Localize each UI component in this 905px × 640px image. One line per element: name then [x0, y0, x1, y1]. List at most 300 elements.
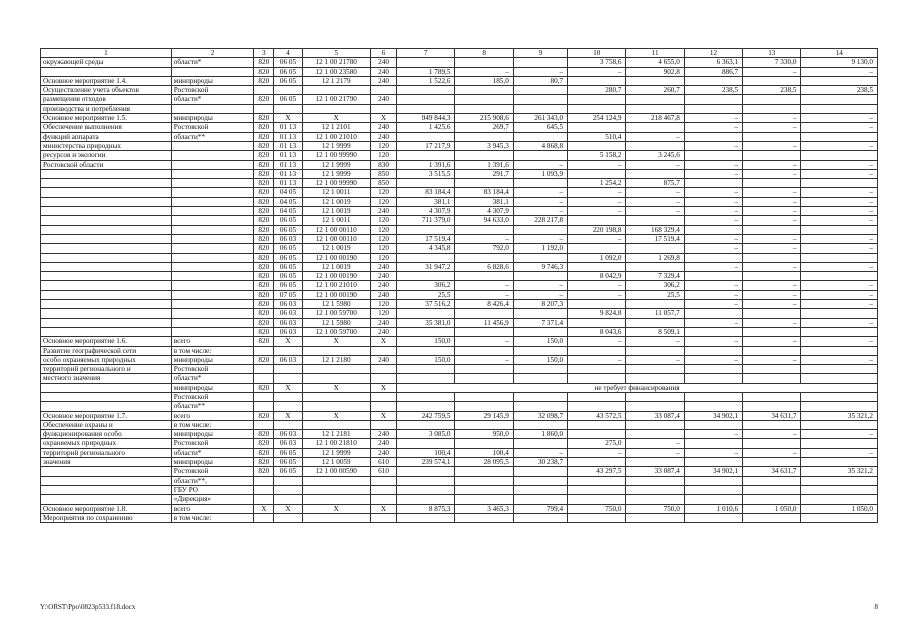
value-cell: 06 03 — [274, 355, 302, 364]
activity-cell — [41, 383, 172, 392]
activity-cell — [41, 253, 172, 262]
table-row — [41, 67, 878, 76]
value-cell: 37 516,2 — [397, 300, 455, 309]
value-cell: – — [626, 160, 684, 169]
value-cell — [513, 272, 567, 281]
value-cell: 34 902,1 — [684, 411, 742, 420]
value-cell — [302, 402, 370, 411]
value-cell — [455, 272, 513, 281]
value-cell — [274, 104, 302, 113]
table-row — [41, 392, 878, 401]
value-cell — [397, 467, 455, 476]
value-cell — [684, 458, 742, 467]
value-cell: 06 03 — [274, 309, 302, 318]
value-cell: 381,1 — [397, 197, 455, 206]
value-cell: 120 — [370, 244, 396, 253]
value-cell — [626, 346, 684, 355]
value-cell: 120 — [370, 141, 396, 150]
value-cell — [684, 151, 742, 160]
value-cell: 750,0 — [568, 504, 626, 513]
value-cell — [397, 365, 455, 374]
value-cell — [743, 225, 801, 234]
value-cell — [455, 151, 513, 160]
value-cell — [397, 495, 455, 504]
value-cell: – — [684, 160, 742, 169]
value-cell — [684, 495, 742, 504]
table-row — [41, 169, 878, 178]
value-cell — [254, 104, 274, 113]
value-cell: 17 519,4 — [397, 234, 455, 243]
value-cell: 35 381,0 — [397, 318, 455, 327]
executor-cell — [171, 281, 253, 290]
value-cell — [743, 365, 801, 374]
value-cell: 830 — [370, 160, 396, 169]
table-row — [41, 86, 878, 95]
value-cell: – — [801, 281, 878, 290]
value-cell — [302, 495, 370, 504]
value-cell: 34 902,1 — [684, 467, 742, 476]
value-cell — [684, 420, 742, 429]
value-cell: – — [568, 448, 626, 457]
value-cell — [397, 439, 455, 448]
executor-cell: Ростовской — [171, 86, 253, 95]
value-cell: – — [801, 114, 878, 123]
value-cell: 240 — [370, 76, 396, 85]
value-cell: 820 — [254, 467, 274, 476]
value-cell: 17 519,4 — [626, 234, 684, 243]
executor-cell: минприроды — [171, 458, 253, 467]
value-cell: 120 — [370, 225, 396, 234]
value-cell: 240 — [370, 327, 396, 336]
value-cell — [302, 420, 370, 429]
value-cell: – — [743, 123, 801, 132]
value-cell — [568, 513, 626, 522]
value-cell: 820 — [254, 169, 274, 178]
value-cell: 1 391,6 — [397, 160, 455, 169]
value-cell: 83 184,4 — [397, 188, 455, 197]
value-cell — [254, 476, 274, 485]
activity-cell: Развитие географической сети — [41, 346, 172, 355]
value-cell: 240 — [370, 58, 396, 67]
value-cell: 33 087,4 — [626, 411, 684, 420]
table-row — [41, 355, 878, 364]
executor-cell: ГБУ РО — [171, 485, 253, 494]
table-row — [41, 439, 878, 448]
no-funding-note: не требует финансирования — [397, 383, 878, 392]
value-cell: 120 — [370, 188, 396, 197]
value-cell: – — [801, 141, 878, 150]
value-cell: 820 — [254, 244, 274, 253]
value-cell — [254, 513, 274, 522]
activity-cell: размещения отходов — [41, 95, 172, 104]
value-cell: 610 — [370, 467, 396, 476]
value-cell: – — [801, 300, 878, 309]
value-cell: – — [743, 281, 801, 290]
value-cell — [455, 495, 513, 504]
value-cell: 06 05 — [274, 281, 302, 290]
activity-cell: Мероприятия по сохранению — [41, 513, 172, 522]
activity-cell — [41, 216, 172, 225]
value-cell: 12 1 00 21780 — [302, 58, 370, 67]
column-number: 10 — [568, 49, 626, 58]
table-row — [41, 290, 878, 299]
value-cell — [801, 439, 878, 448]
value-cell: – — [626, 132, 684, 141]
value-cell: 510,4 — [568, 132, 626, 141]
value-cell — [743, 374, 801, 383]
activity-cell — [41, 300, 172, 309]
value-cell: 820 — [254, 355, 274, 364]
value-cell: 7 371,4 — [513, 318, 567, 327]
value-cell: 12 1 00 23580 — [302, 67, 370, 76]
value-cell — [801, 402, 878, 411]
value-cell: – — [801, 123, 878, 132]
value-cell — [568, 346, 626, 355]
value-cell — [684, 513, 742, 522]
value-cell: – — [626, 439, 684, 448]
value-cell: 4 655,0 — [626, 58, 684, 67]
value-cell — [397, 179, 455, 188]
value-cell: 750,0 — [626, 504, 684, 513]
value-cell — [302, 374, 370, 383]
value-cell: 238,5 — [801, 86, 878, 95]
value-cell — [743, 253, 801, 262]
value-cell: 12 1 0059 — [302, 458, 370, 467]
value-cell: 12 1 00 00190 — [302, 272, 370, 281]
value-cell — [684, 374, 742, 383]
value-cell — [684, 392, 742, 401]
table-row — [41, 411, 878, 420]
value-cell: – — [743, 141, 801, 150]
value-cell: 83 184,4 — [455, 188, 513, 197]
value-cell: 886,7 — [684, 67, 742, 76]
table-row — [41, 216, 878, 225]
value-cell — [455, 253, 513, 262]
value-cell — [513, 420, 567, 429]
value-cell: 820 — [254, 141, 274, 150]
value-cell: 238,5 — [743, 86, 801, 95]
activity-cell — [41, 476, 172, 485]
value-cell: 43 572,5 — [568, 411, 626, 420]
table-row — [41, 58, 878, 67]
executor-cell — [171, 216, 253, 225]
table-row — [41, 383, 878, 392]
executor-cell — [171, 234, 253, 243]
value-cell: 12 1 00 00110 — [302, 234, 370, 243]
value-cell — [684, 253, 742, 262]
activity-cell: производства и потребления — [41, 104, 172, 113]
value-cell: – — [626, 337, 684, 346]
activity-cell — [41, 207, 172, 216]
value-cell: 185,0 — [455, 76, 513, 85]
value-cell: 820 — [254, 383, 274, 392]
activity-cell: ресурсов и экологии — [41, 151, 172, 160]
value-cell — [370, 374, 396, 383]
value-cell: 28 095,5 — [455, 458, 513, 467]
value-cell — [626, 374, 684, 383]
executor-cell: минприроды — [171, 76, 253, 85]
value-cell: 120 — [370, 309, 396, 318]
activity-cell — [41, 179, 172, 188]
activity-cell — [41, 272, 172, 281]
activity-cell — [41, 262, 172, 271]
value-cell — [455, 485, 513, 494]
activity-cell — [41, 309, 172, 318]
value-cell — [626, 458, 684, 467]
value-cell: 12 1 00 00110 — [302, 225, 370, 234]
value-cell — [568, 123, 626, 132]
value-cell: 11 057,7 — [626, 309, 684, 318]
activity-cell — [41, 290, 172, 299]
activity-cell: Основное мероприятие 1.7. — [41, 411, 172, 420]
value-cell: 12 1 00 21810 — [302, 439, 370, 448]
value-cell: – — [684, 281, 742, 290]
value-cell: 12 1 0019 — [302, 197, 370, 206]
value-cell: X — [302, 504, 370, 513]
value-cell — [568, 141, 626, 150]
file-path: Y:\ORST\Ppo\0823p533.f18.docx — [40, 603, 136, 611]
value-cell: 1 391,6 — [455, 160, 513, 169]
value-cell: 06 05 — [274, 448, 302, 457]
value-cell — [626, 244, 684, 253]
value-cell — [568, 402, 626, 411]
value-cell: 12 1 00 99990 — [302, 179, 370, 188]
value-cell: – — [513, 197, 567, 206]
value-cell: – — [801, 169, 878, 178]
activity-cell: Обеспечение выполнения — [41, 123, 172, 132]
value-cell: 30 238,7 — [513, 458, 567, 467]
value-cell — [397, 309, 455, 318]
value-cell: X — [370, 383, 396, 392]
value-cell: 06 05 — [274, 95, 302, 104]
value-cell: 100,4 — [397, 448, 455, 457]
value-cell: 215 908,6 — [455, 114, 513, 123]
value-cell — [684, 485, 742, 494]
value-cell — [302, 392, 370, 401]
value-cell: X — [370, 504, 396, 513]
value-cell — [455, 374, 513, 383]
activity-cell: Основное мероприятие 1.4. — [41, 76, 172, 85]
value-cell: – — [801, 448, 878, 457]
column-number: 1 — [41, 49, 172, 58]
value-cell: – — [801, 318, 878, 327]
table-row — [41, 188, 878, 197]
value-cell: 950,0 — [455, 430, 513, 439]
value-cell — [568, 262, 626, 271]
value-cell: 240 — [370, 318, 396, 327]
value-cell — [513, 309, 567, 318]
value-cell: 240 — [370, 430, 396, 439]
table-row — [41, 495, 878, 504]
value-cell — [455, 476, 513, 485]
value-cell: – — [743, 207, 801, 216]
value-cell: 06 03 — [274, 430, 302, 439]
value-cell: 240 — [370, 290, 396, 299]
value-cell: 12 1 9999 — [302, 169, 370, 178]
value-cell — [397, 58, 455, 67]
value-cell: 4 307,9 — [397, 207, 455, 216]
value-cell: 1 092,0 — [568, 253, 626, 262]
activity-cell — [41, 392, 172, 401]
table-row — [41, 132, 878, 141]
value-cell — [743, 104, 801, 113]
value-cell: 12 1 9999 — [302, 448, 370, 457]
value-cell — [455, 58, 513, 67]
value-cell — [370, 346, 396, 355]
table-row — [41, 337, 878, 346]
value-cell: 7 329,4 — [626, 272, 684, 281]
value-cell: 820 — [254, 262, 274, 271]
table-row — [41, 272, 878, 281]
value-cell: 1 050,0 — [743, 504, 801, 513]
value-cell: 11 456,9 — [455, 318, 513, 327]
value-cell: – — [743, 244, 801, 253]
table-row — [41, 207, 878, 216]
value-cell: 06 05 — [274, 225, 302, 234]
value-cell: 242 759,5 — [397, 411, 455, 420]
value-cell: 150,0 — [397, 355, 455, 364]
activity-cell: территорий регионального — [41, 448, 172, 457]
executor-cell — [171, 253, 253, 262]
value-cell: – — [684, 337, 742, 346]
executor-cell — [171, 309, 253, 318]
value-cell: 260,7 — [626, 86, 684, 95]
value-cell: 8 207,3 — [513, 300, 567, 309]
value-cell — [513, 374, 567, 383]
value-cell — [370, 392, 396, 401]
value-cell: – — [568, 160, 626, 169]
value-cell: 06 03 — [274, 439, 302, 448]
value-cell: 150,0 — [513, 355, 567, 364]
table-row — [41, 309, 878, 318]
activity-cell — [41, 169, 172, 178]
activity-cell: функционирования особо — [41, 430, 172, 439]
value-cell — [302, 476, 370, 485]
table-row — [41, 448, 878, 457]
value-cell — [743, 513, 801, 522]
value-cell — [513, 439, 567, 448]
value-cell: – — [801, 355, 878, 364]
budget-table — [40, 48, 878, 523]
value-cell — [684, 104, 742, 113]
value-cell — [568, 169, 626, 178]
value-cell: – — [801, 262, 878, 271]
executor-cell — [171, 197, 253, 206]
column-number: 13 — [743, 49, 801, 58]
value-cell — [684, 95, 742, 104]
activity-cell: Ростовской области — [41, 160, 172, 169]
value-cell: – — [801, 216, 878, 225]
value-cell: – — [684, 430, 742, 439]
value-cell: – — [513, 281, 567, 290]
value-cell: 3 085,0 — [397, 430, 455, 439]
value-cell — [455, 439, 513, 448]
value-cell: 820 — [254, 160, 274, 169]
value-cell: 9 746,3 — [513, 262, 567, 271]
value-cell — [801, 392, 878, 401]
value-cell: 01 13 — [274, 123, 302, 132]
value-cell: – — [684, 234, 742, 243]
value-cell — [626, 495, 684, 504]
value-cell — [801, 513, 878, 522]
value-cell — [513, 151, 567, 160]
value-cell: X — [302, 411, 370, 420]
value-cell — [397, 513, 455, 522]
value-cell — [513, 327, 567, 336]
value-cell — [684, 272, 742, 281]
value-cell — [455, 327, 513, 336]
value-cell — [801, 151, 878, 160]
value-cell — [370, 365, 396, 374]
value-cell — [274, 420, 302, 429]
value-cell: – — [684, 169, 742, 178]
activity-cell: территорий регионального и — [41, 365, 172, 374]
value-cell: – — [743, 448, 801, 457]
value-cell: 06 05 — [274, 244, 302, 253]
value-cell — [568, 420, 626, 429]
activity-cell — [41, 485, 172, 494]
value-cell — [684, 365, 742, 374]
executor-cell: всего — [171, 504, 253, 513]
value-cell: – — [801, 244, 878, 253]
value-cell: – — [568, 207, 626, 216]
value-cell: – — [684, 290, 742, 299]
value-cell: 07 05 — [274, 290, 302, 299]
value-cell: 820 — [254, 76, 274, 85]
value-cell — [626, 402, 684, 411]
activity-cell — [41, 188, 172, 197]
value-cell — [743, 420, 801, 429]
value-cell — [274, 346, 302, 355]
executor-cell — [171, 188, 253, 197]
value-cell — [568, 216, 626, 225]
column-number: 3 — [254, 49, 274, 58]
value-cell: 06 05 — [274, 262, 302, 271]
value-cell: – — [455, 355, 513, 364]
value-cell: – — [626, 197, 684, 206]
value-cell: – — [801, 337, 878, 346]
value-cell — [455, 95, 513, 104]
budget-table-page — [40, 48, 878, 523]
value-cell: 238,5 — [684, 86, 742, 95]
value-cell — [626, 141, 684, 150]
value-cell — [801, 179, 878, 188]
value-cell: X — [370, 411, 396, 420]
value-cell: X — [370, 337, 396, 346]
value-cell — [397, 95, 455, 104]
value-cell — [254, 485, 274, 494]
value-cell — [397, 104, 455, 113]
value-cell: 12 1 0011 — [302, 188, 370, 197]
value-cell: 9 824,8 — [568, 309, 626, 318]
value-cell — [302, 365, 370, 374]
value-cell — [254, 495, 274, 504]
value-cell: X — [302, 337, 370, 346]
value-cell: 12 1 00 00590 — [302, 467, 370, 476]
value-cell: X — [274, 504, 302, 513]
value-cell: 12 1 0019 — [302, 207, 370, 216]
activity-cell: охраняемых природных — [41, 439, 172, 448]
value-cell: 820 — [254, 272, 274, 281]
table-row — [41, 420, 878, 429]
value-cell — [513, 132, 567, 141]
value-cell: 820 — [254, 290, 274, 299]
value-cell — [743, 458, 801, 467]
value-cell — [513, 402, 567, 411]
value-cell: – — [743, 262, 801, 271]
value-cell: 12 1 00 21790 — [302, 95, 370, 104]
value-cell — [397, 374, 455, 383]
